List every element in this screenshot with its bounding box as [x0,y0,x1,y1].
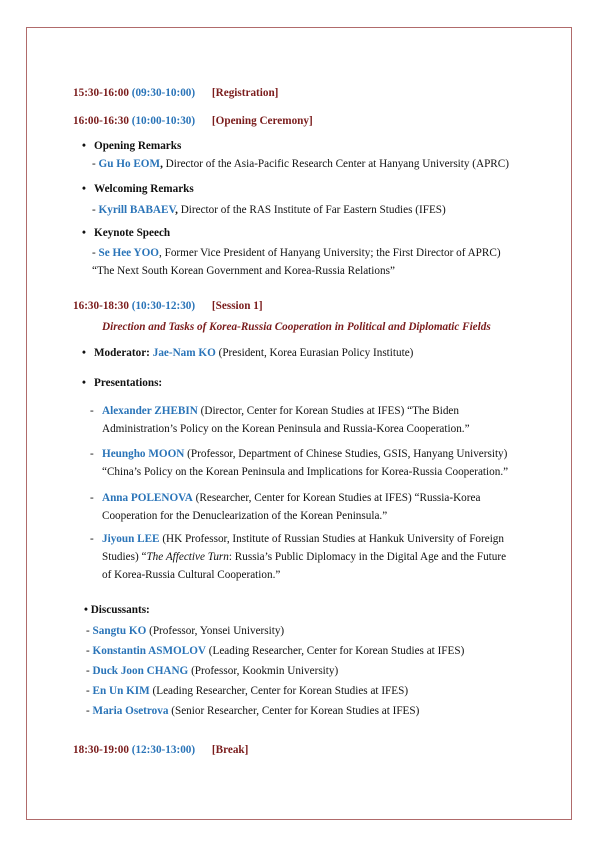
welcoming-remarks-heading: • Welcoming Remarks [82,183,194,195]
discussant-2: - Konstantin ASMOLOV (Leading Researcher, Center for Korean Studies at IFES) [86,645,465,657]
presentation-dash: - [90,405,94,417]
opening-time-alt: (10:00-10:30) [131,115,196,127]
session1-row [73,299,263,313]
presentation-4-line2: Studies) “The Affective Turn: Russia’s Public Diplomacy in the Digital Age and the Future [102,551,507,563]
keynote-heading: • Keynote Speech [82,227,171,239]
presentation-dash: - [90,492,94,504]
presentation-3-line1: Anna POLENOVA (Researcher, Center for Korean Studies at IFES) “Russia-Korea [102,492,481,504]
opening-remarks-heading: • Opening Remarks [82,140,182,152]
session1-time-alt: (10:30-12:30) [131,300,196,312]
break-row [73,743,248,757]
welcoming-remarks-speaker: - Kyrill BABAEV, Director of the RAS Institute of Far Eastern Studies (IFES) [92,204,446,216]
opening-label: [Opening Ceremony] [211,115,313,127]
presentation-4-line3: of Korea-Russia Cultural Cooperation.” [102,569,281,581]
registration-label: [Registration] [211,87,279,99]
presentation-3-line2: Cooperation for the Denuclearization of the Korean Peninsula.” [102,510,388,522]
discussant-1: - Sangtu KO (Professor, Yonsei University) [86,625,285,637]
session1-time: 16:30-18:30 [73,300,129,312]
break-time-alt: (12:30-13:00) [131,744,196,756]
opening-row [73,114,313,128]
presentation-1-line1: Alexander ZHEBIN (Director, Center for Korean Studies at IFES) “The Biden [102,405,459,417]
opening-remarks-speaker: - Gu Ho EOM, Director of the Asia-Pacific Research Center at Hanyang University (APRC) [92,158,509,170]
discussant-5: - Maria Osetrova (Senior Researcher, Center for Korean Studies at IFES) [86,705,420,717]
opening-time: 16:00-16:30 [73,115,129,127]
session1-label: [Session 1] [211,300,263,312]
discussants-heading: • Discussants: [84,604,150,616]
registration-row [73,86,278,100]
presentation-1-line2: Administration’s Policy on the Korean Peninsula and Russia-Korea Cooperation.” [102,423,470,435]
moderator-line: • Moderator: Jae-Nam KO (President, Korea Eurasian Policy Institute) [82,347,414,359]
presentations-heading: • Presentations: [82,377,163,389]
registration-time: 15:30-16:00 [73,87,129,99]
presentation-2-line1: Heungho MOON (Professor, Department of Chinese Studies, GSIS, Hanyang University) [102,448,508,460]
keynote-speaker: - Se Hee YOO, Former Vice President of Hanyang University; the First Director of APRC) [92,247,501,259]
session1-title: Direction and Tasks of Korea-Russia Cooperation in Political and Diplomatic Fields [102,321,491,333]
presentation-4-line1: Jiyoun LEE (HK Professor, Institute of Russian Studies at Hankuk University of Foreign [102,533,504,545]
keynote-title: “The Next South Korean Government and Korea-Russia Relations” [92,265,395,277]
break-label: [Break] [211,744,249,756]
registration-time-alt: (09:30-10:00) [131,87,196,99]
presentation-dash: - [90,448,94,460]
discussant-3: - Duck Joon CHANG (Professor, Kookmin University) [86,665,339,677]
presentation-dash: - [90,533,94,545]
presentation-2-line2: “China’s Policy on the Korean Peninsula and Implications for Korea-Russia Cooperation.” [102,466,509,478]
discussant-4: - En Un KIM (Leading Researcher, Center for Korean Studies at IFES) [86,685,409,697]
break-time: 18:30-19:00 [73,744,129,756]
